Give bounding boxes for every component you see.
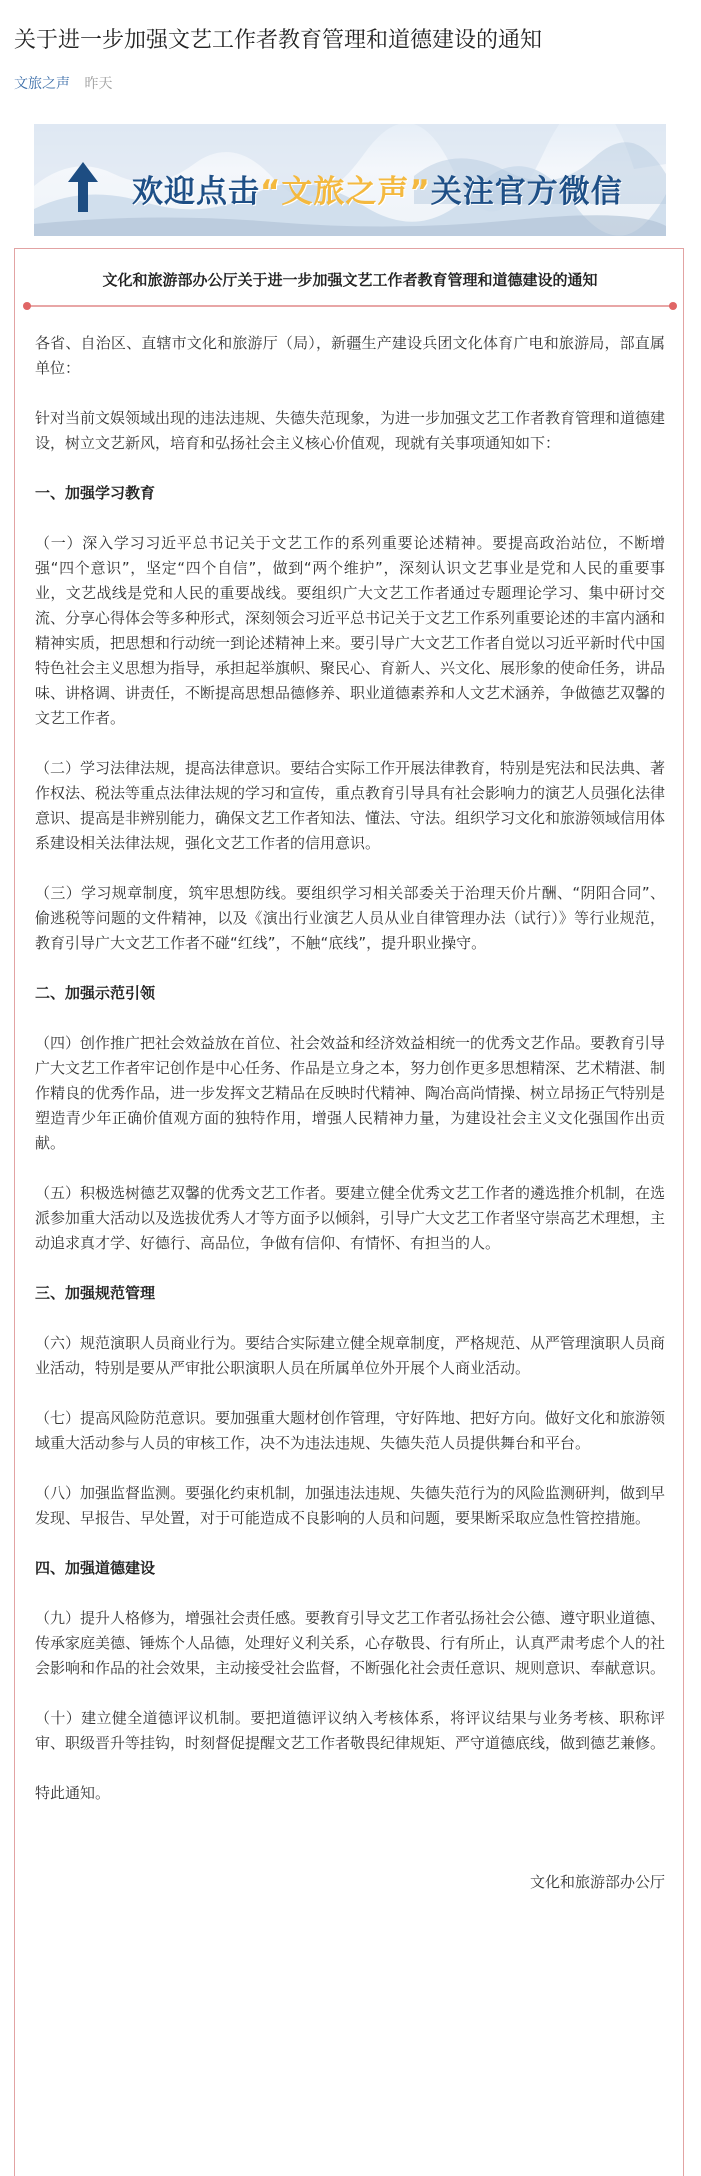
section-heading: 三、加强规范管理 — [35, 1284, 156, 1302]
heading-divider — [27, 305, 673, 307]
clause-paragraph: （九）提升人格修为，增强社会责任感。要教育引导文艺工作者弘扬社会公德、遵守职业道德、传承家庭美德、锤炼个人品德，处理好义利关系，心存敬畏、行有所止，认真严肃考虑个人的社会影响和作品的社会效果，主动接受社会监督，不断强化社会责任意识、规则意识、奉献意识。 — [35, 1609, 666, 1677]
banner-text-highlight: “文旅之声” — [260, 174, 431, 210]
closing-remark: 特此通知。 — [35, 1784, 111, 1802]
follow-banner[interactable] — [34, 124, 666, 236]
banner-text-after: 关注官方微信 — [430, 174, 623, 210]
clause-paragraph: （八）加强监督监测。要强化约束机制，加强违法违规、失德失范行为的风险监测研判，做到早发现、早报告、早处置，对于可能造成不良影响的人员和问题，要果断采取应急性管控措施。 — [35, 1484, 666, 1527]
banner-text-before: 欢迎点击 — [132, 174, 260, 210]
section-heading: 二、加强示范引领 — [35, 984, 156, 1002]
document-container — [14, 248, 684, 2176]
banner-text — [132, 166, 623, 211]
clause-paragraph: （十）建立健全道德评议机制。要把道德评议纳入考核体系，将评议结果与业务考核、职称评审、职级晋升等挂钩，时刻督促提醒文艺工作者敬畏纪律规矩、严守道德底线，做到德艺兼修。 — [35, 1709, 666, 1752]
clause-paragraph: （七）提高风险防范意识。要加强重大题材创作管理，守好阵地、把好方向。做好文化和旅游领域重大活动参与人员的审核工作，决不为违法违规、失德失范人员提供舞台和平台。 — [35, 1409, 666, 1452]
publish-date: 昨天 — [84, 76, 113, 92]
author-link[interactable]: 文旅之声 — [14, 76, 70, 92]
clause-paragraph: （五）积极选树德艺双馨的优秀文艺工作者。要建立健全优秀文艺工作者的遴选推介机制，在选派参加重大活动以及选拔优秀人才等方面予以倾斜，引导广大文艺工作者坚守崇高艺术理想，主动追求真才学、好德行、高品位，争做有信仰、有情怀、有担当的人。 — [35, 1184, 666, 1252]
clause-paragraph: （二）学习法律法规，提高法律意识。要结合实际工作开展法律教育，特别是宪法和民法典、著作权法、税法等重点法律法规的学习和宣传，重点教育引导具有社会影响力的演艺人员强化法律意识、提高是非辨别能力，确保文艺工作者知法、懂法、守法。组织学习文化和旅游领域信用体系建设相关法律法规，强化文艺工作者的信用意识。 — [35, 759, 666, 852]
article-meta — [14, 74, 112, 94]
clause-paragraph: （一）深入学习习近平总书记关于文艺工作的系列重要论述精神。要提高政治站位，不断增强“四个意识”，坚定“四个自信”，做到“两个维护”，深刻认识文艺事业是党和人民的重要事业，文艺战线是党和人民的重要战线。要组织广大文艺工作者通过专题理论学习、集中研讨交流、分享心得体会等多种形式，深刻领会习近平总书记关于文艺工作系列重要论述的丰富内涵和精神实质，把思想和行动统一到论述精神上来。要引导广大文艺工作者自觉以习近平新时代中国特色社会主义思想为指导，承担起举旗帜、聚民心、育新人、兴文化、展形象的使命任务，讲品味、讲格调、讲责任，不断提高思想品德修养、职业道德素养和人文艺术涵养，争做德艺双馨的文艺工作者。 — [35, 534, 666, 727]
intro-paragraph: 针对当前文娱领域出现的违法违规、失德失范现象，为进一步加强文艺工作者教育管理和道德建设，树立文艺新风，培育和弘扬社会主义核心价值观，现就有关事项通知如下： — [35, 409, 666, 452]
up-arrow-icon — [68, 162, 98, 212]
section-heading: 四、加强道德建设 — [35, 1559, 156, 1577]
salutation: 各省、自治区、直辖市文化和旅游厅（局），新疆生产建设兵团文化体育广电和旅游局，部直属单位： — [35, 334, 665, 377]
article-title: 关于进一步加强文艺工作者教育管理和道德建设的通知 — [14, 28, 543, 53]
document-heading: 文化和旅游部办公厅关于进一步加强文艺工作者教育管理和道德建设的通知 — [102, 271, 598, 289]
section-heading: 一、加强学习教育 — [35, 484, 156, 502]
clause-paragraph: （三）学习规章制度，筑牢思想防线。要组织学习相关部委关于治理天价片酬、“阴阳合同”、偷逃税等问题的文件精神，以及《演出行业演艺人员从业自律管理办法（试行）》等行业规范，教育引导广大文艺工作者不碰“红线”，不触“底线”，提升职业操守。 — [35, 884, 665, 952]
clause-paragraph: （四）创作推广把社会效益放在首位、社会效益和经济效益相统一的优秀文艺作品。要教育引导广大文艺工作者牢记创作是中心任务、作品是立身之本，努力创作更多思想精深、艺术精湛、制作精良的优秀作品，进一步发挥文艺精品在反映时代精神、陶冶高尚情操、树立昂扬正气特别是塑造青少年正确价值观方面的独特作用，增强人民精神力量，为建设社会主义文化强国作出贡献。 — [35, 1034, 666, 1152]
issuer-signature: 文化和旅游部办公厅 — [529, 1873, 665, 1891]
clause-paragraph: （六）规范演职人员商业行为。要结合实际建立健全规章制度，严格规范、从严管理演职人员商业活动，特别是要从严审批公职演职人员在所属单位外开展个人商业活动。 — [35, 1334, 666, 1377]
document-body — [35, 331, 665, 1920]
